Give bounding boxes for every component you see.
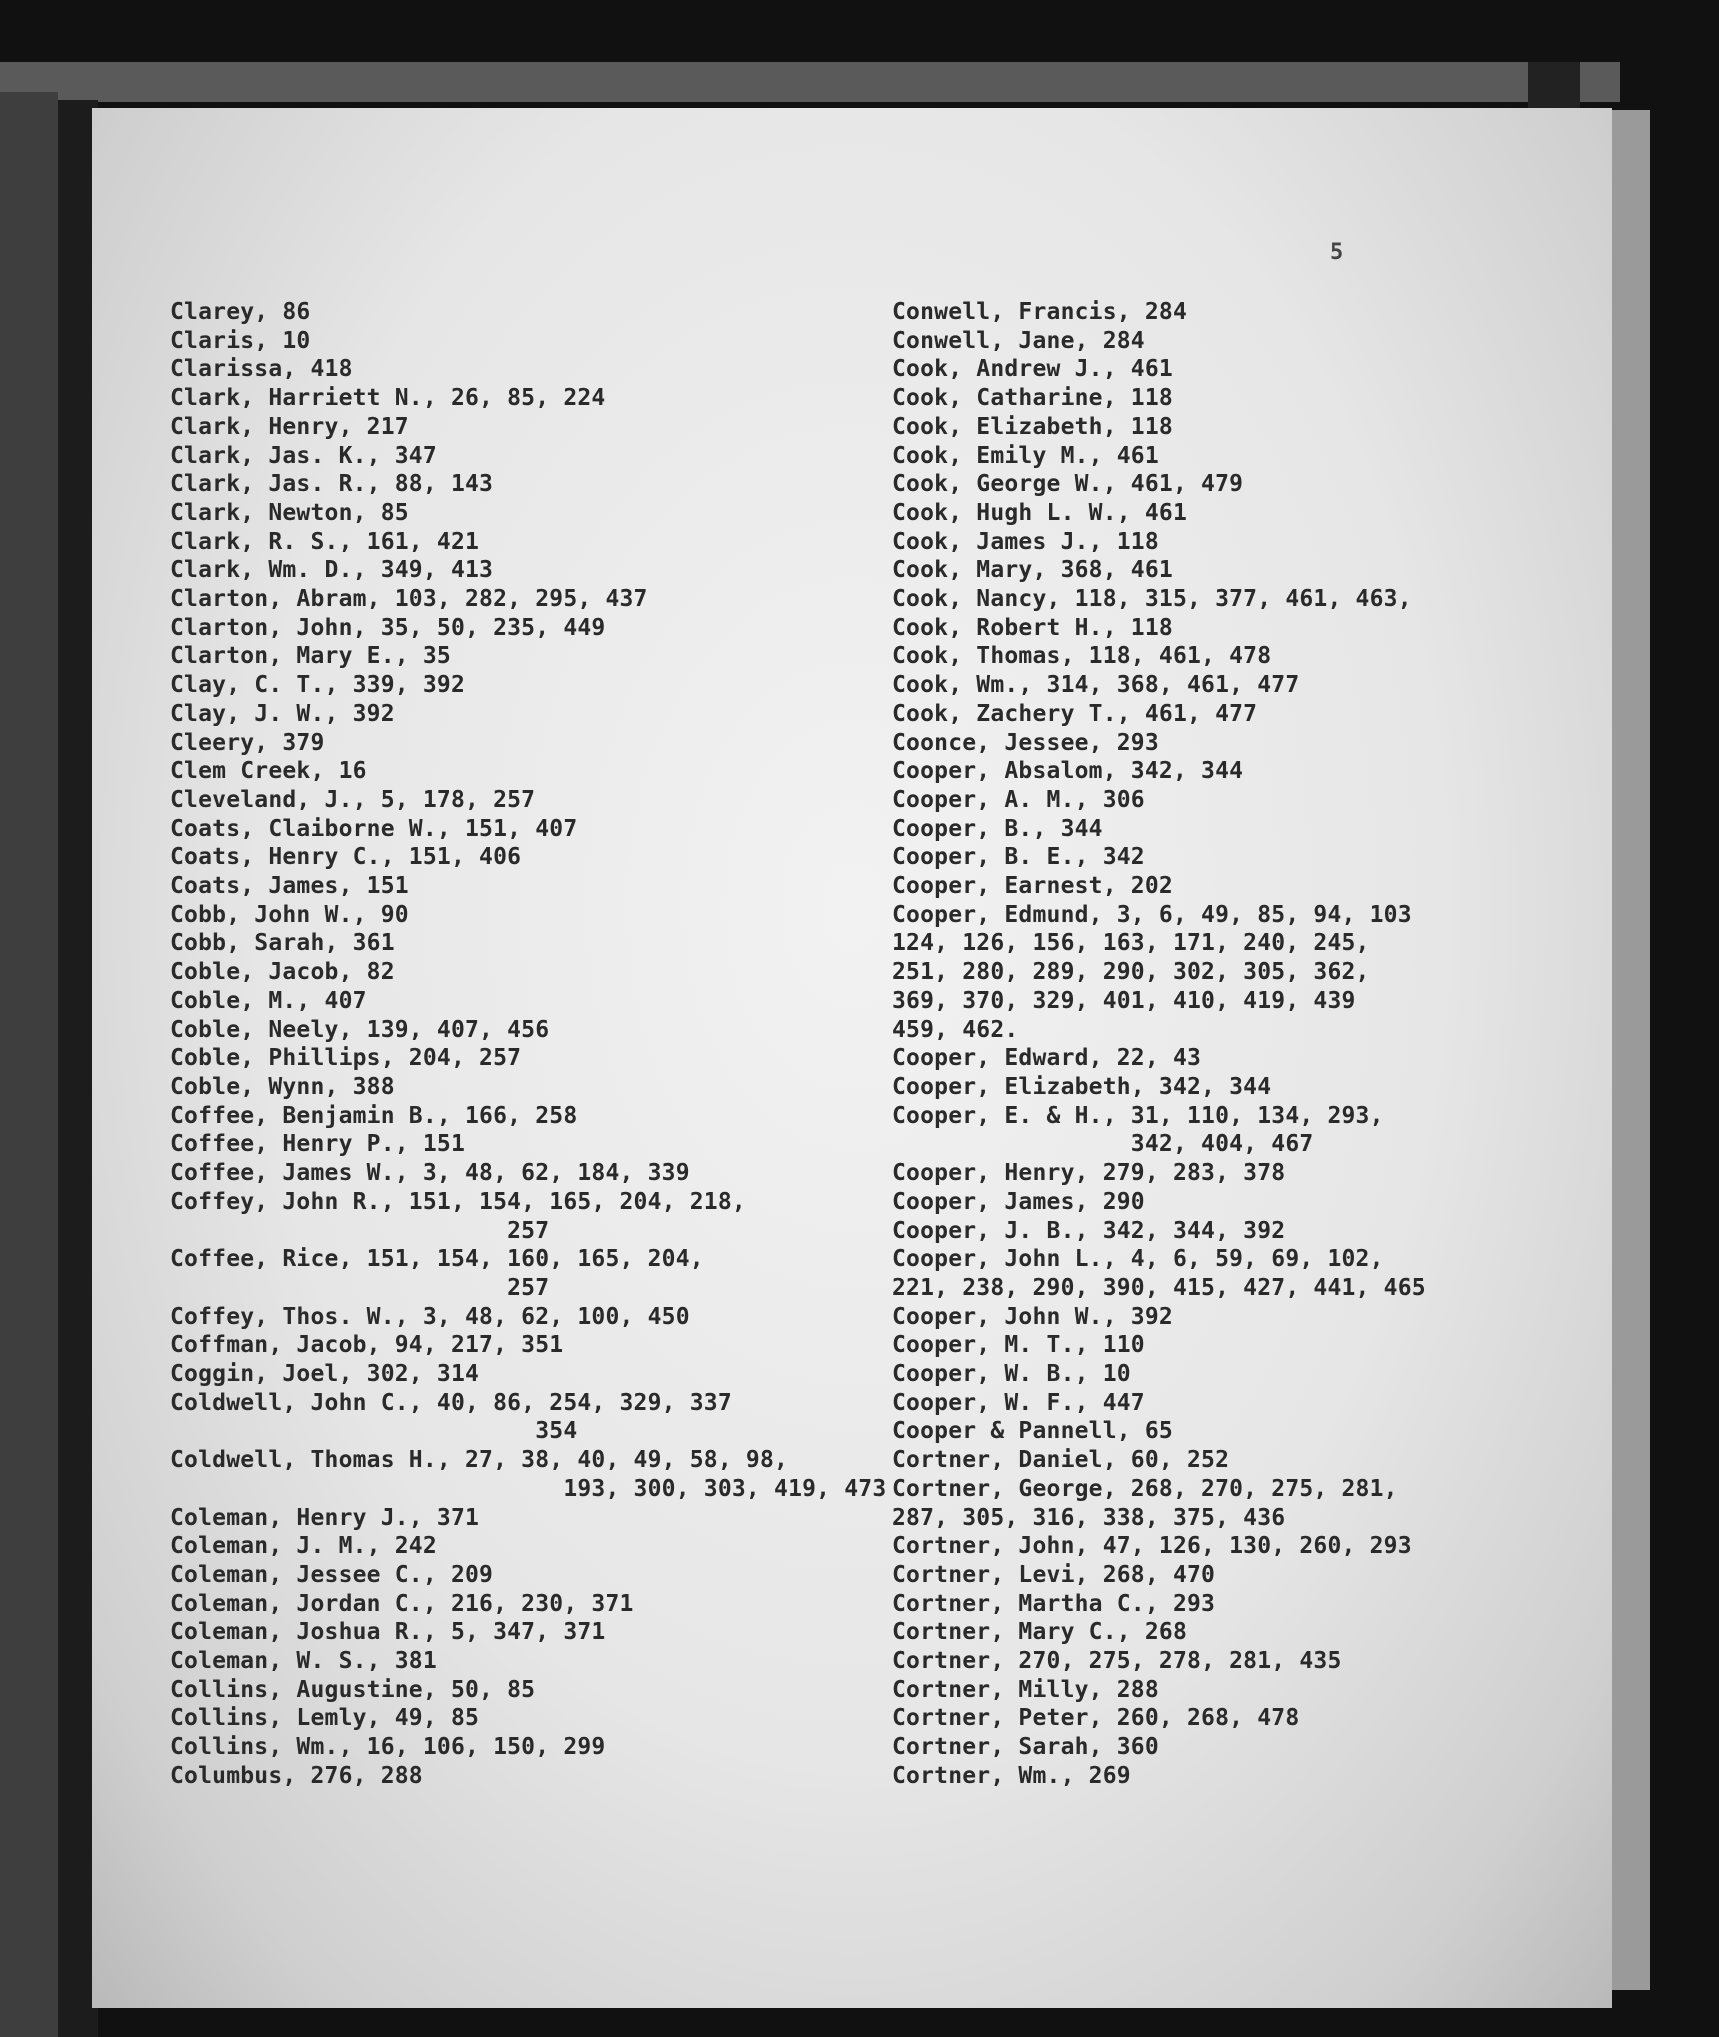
index-entry: Cook, Mary, 368, 461 <box>892 557 1173 584</box>
index-entry: 193, 300, 303, 419, 473 <box>170 1475 887 1502</box>
index-entry: 257 <box>170 1274 550 1301</box>
index-entry: Coleman, Joshua R., 5, 347, 371 <box>170 1619 606 1646</box>
index-entry: Cortner, Wm., 269 <box>892 1762 1131 1789</box>
index-entry: Cooper, E. & H., 31, 110, 134, 293, <box>892 1102 1384 1129</box>
index-entry: Collins, Wm., 16, 106, 150, 299 <box>170 1734 606 1761</box>
index-entry: Cooper, Earnest, 202 <box>892 873 1173 900</box>
index-entry: Cobb, Sarah, 361 <box>170 930 395 957</box>
index-entry: Clarton, John, 35, 50, 235, 449 <box>170 614 606 641</box>
index-entry: Cooper, B. E., 342 <box>892 844 1145 871</box>
index-column-left <box>170 298 890 1791</box>
index-entry: Clark, Jas. K., 347 <box>170 442 437 469</box>
index-entry: Coffee, James W., 3, 48, 62, 184, 339 <box>170 1160 690 1187</box>
index-entry: Cortner, 270, 275, 278, 281, 435 <box>892 1648 1342 1675</box>
index-entry: 257 <box>170 1217 550 1244</box>
index-entry: Cortner, John, 47, 126, 130, 260, 293 <box>892 1533 1412 1560</box>
index-entry: Clarton, Abram, 103, 282, 295, 437 <box>170 586 648 613</box>
index-entry: Coble, Neely, 139, 407, 456 <box>170 1016 550 1043</box>
index-entry: Columbus, 276, 288 <box>170 1762 423 1789</box>
index-entry: Clark, Jas. R., 88, 143 <box>170 471 494 498</box>
index-entry: Cook, James J., 118 <box>892 528 1159 555</box>
index-entry: Cooper, Edward, 22, 43 <box>892 1045 1202 1072</box>
index-entry: Cortner, George, 268, 270, 275, 281, <box>892 1475 1398 1502</box>
index-entry: Coleman, W. S., 381 <box>170 1648 437 1675</box>
index-entry: Coldwell, John C., 40, 86, 254, 329, 337 <box>170 1389 732 1416</box>
index-entry: Clark, Harriett N., 26, 85, 224 <box>170 385 606 412</box>
index-entry: Coleman, J. M., 242 <box>170 1533 437 1560</box>
index-entry: Clarton, Mary E., 35 <box>170 643 451 670</box>
index-entry: Coble, Phillips, 204, 257 <box>170 1045 522 1072</box>
index-entry: 342, 404, 467 <box>892 1131 1314 1158</box>
index-entry: Coggin, Joel, 302, 314 <box>170 1361 480 1388</box>
index-entry: Cook, Catharine, 118 <box>892 385 1173 412</box>
index-entry: Cortner, Peter, 260, 268, 478 <box>892 1705 1300 1732</box>
index-entry: Cooper, John W., 392 <box>892 1303 1173 1330</box>
index-entry: Coffey, Thos. W., 3, 48, 62, 100, 450 <box>170 1303 690 1330</box>
index-entry: Coats, James, 151 <box>170 873 409 900</box>
index-entry: Cooper, John L., 4, 6, 59, 69, 102, <box>892 1246 1384 1273</box>
index-entry: Clark, R. S., 161, 421 <box>170 528 480 555</box>
index-entry: Clay, C. T., 339, 392 <box>170 672 465 699</box>
index-entry: Cook, Elizabeth, 118 <box>892 413 1173 440</box>
index-entry: Cooper & Pannell, 65 <box>892 1418 1173 1445</box>
index-entry: Clem Creek, 16 <box>170 758 367 785</box>
index-entry: 369, 370, 329, 401, 410, 419, 439 <box>892 987 1356 1014</box>
index-entry: Collins, Lemly, 49, 85 <box>170 1705 480 1732</box>
index-entry: Cooper, B., 344 <box>892 815 1103 842</box>
index-entry: Clarey, 86 <box>170 299 311 325</box>
index-entry: Cooper, W. F., 447 <box>892 1389 1145 1416</box>
index-entry: Cooper, W. B., 10 <box>892 1361 1131 1388</box>
index-entry: Coffee, Henry P., 151 <box>170 1131 465 1158</box>
index-entry: Cook, Nancy, 118, 315, 377, 461, 463, <box>892 586 1412 613</box>
index-entry: Cooper, Edmund, 3, 6, 49, 85, 94, 103 <box>892 901 1412 928</box>
index-entry: 287, 305, 316, 338, 375, 436 <box>892 1504 1286 1531</box>
index-entry: Coffman, Jacob, 94, 217, 351 <box>170 1332 564 1359</box>
index-entry: Coble, M., 407 <box>170 987 367 1014</box>
index-entry: 354 <box>170 1418 578 1445</box>
film-top-edge <box>0 62 1620 102</box>
index-entry: Cooper, J. B., 342, 344, 392 <box>892 1217 1286 1244</box>
index-entry: Clark, Wm. D., 349, 413 <box>170 557 494 584</box>
page-number: 5 <box>1330 240 1344 265</box>
index-entry: Cook, Thomas, 118, 461, 478 <box>892 643 1272 670</box>
index-entry: Cooper, M. T., 110 <box>892 1332 1145 1359</box>
index-entry: Coffey, John R., 151, 154, 165, 204, 218, <box>170 1188 746 1215</box>
index-entry: Coats, Henry C., 151, 406 <box>170 844 522 871</box>
index-entry: Coble, Jacob, 82 <box>170 959 395 986</box>
index-entry: Clarissa, 418 <box>170 356 353 383</box>
index-entry: Coffee, Benjamin B., 166, 258 <box>170 1102 578 1129</box>
index-entry: Cook, Emily M., 461 <box>892 442 1159 469</box>
index-entry: Cook, Andrew J., 461 <box>892 356 1173 383</box>
index-entry: Clark, Henry, 217 <box>170 413 409 440</box>
index-entry: Cooper, Elizabeth, 342, 344 <box>892 1073 1272 1100</box>
index-entry: Coleman, Henry J., 371 <box>170 1504 480 1531</box>
index-entry: Cook, Hugh L. W., 461 <box>892 499 1187 526</box>
index-entry: Cortner, Daniel, 60, 252 <box>892 1447 1230 1474</box>
index-entry: Clark, Newton, 85 <box>170 499 409 526</box>
index-entry: Cobb, John W., 90 <box>170 901 409 928</box>
index-entry: Cortner, Milly, 288 <box>892 1676 1159 1703</box>
index-entry: Coble, Wynn, 388 <box>170 1073 395 1100</box>
index-entry: Conwell, Jane, 284 <box>892 327 1145 354</box>
index-entry: Cortner, Levi, 268, 470 <box>892 1561 1216 1588</box>
index-entry: Cooper, Absalom, 342, 344 <box>892 758 1244 785</box>
index-entry: Coonce, Jessee, 293 <box>892 729 1159 756</box>
index-entry: Clay, J. W., 392 <box>170 700 395 727</box>
index-entry: Coldwell, Thomas H., 27, 38, 40, 49, 58, 98, <box>170 1447 789 1474</box>
index-entry: Cooper, Henry, 279, 283, 378 <box>892 1160 1286 1187</box>
index-entry: Coats, Claiborne W., 151, 407 <box>170 815 578 842</box>
index-entry: Conwell, Francis, 284 <box>892 299 1187 325</box>
index-entry: 221, 238, 290, 390, 415, 427, 441, 465 <box>892 1274 1426 1301</box>
index-entry: Cook, George W., 461, 479 <box>892 471 1244 498</box>
film-left-edge <box>0 92 58 2037</box>
index-entry: Coffee, Rice, 151, 154, 160, 165, 204, <box>170 1246 704 1273</box>
index-entry: Coleman, Jordan C., 216, 230, 371 <box>170 1590 634 1617</box>
index-entry: 459, 462. <box>892 1016 1019 1043</box>
index-entry: Cook, Wm., 314, 368, 461, 477 <box>892 672 1300 699</box>
index-entry: Claris, 10 <box>170 327 311 354</box>
index-entry: Cooper, A. M., 306 <box>892 786 1145 813</box>
index-entry: Cook, Robert H., 118 <box>892 614 1173 641</box>
index-entry: Cortner, Martha C., 293 <box>892 1590 1216 1617</box>
index-entry: Cook, Zachery T., 461, 477 <box>892 700 1258 727</box>
index-entry: Coleman, Jessee C., 209 <box>170 1561 494 1588</box>
index-entry: Cooper, James, 290 <box>892 1188 1145 1215</box>
index-entry: 251, 280, 289, 290, 302, 305, 362, <box>892 959 1370 986</box>
index-entry: 124, 126, 156, 163, 171, 240, 245, <box>892 930 1370 957</box>
index-column-right <box>892 298 1512 1791</box>
index-entry: Collins, Augustine, 50, 85 <box>170 1676 536 1703</box>
index-entry: Cleveland, J., 5, 178, 257 <box>170 786 536 813</box>
index-entry: Cortner, Mary C., 268 <box>892 1619 1187 1646</box>
index-entry: Cleery, 379 <box>170 729 325 756</box>
index-entry: Cortner, Sarah, 360 <box>892 1734 1159 1761</box>
